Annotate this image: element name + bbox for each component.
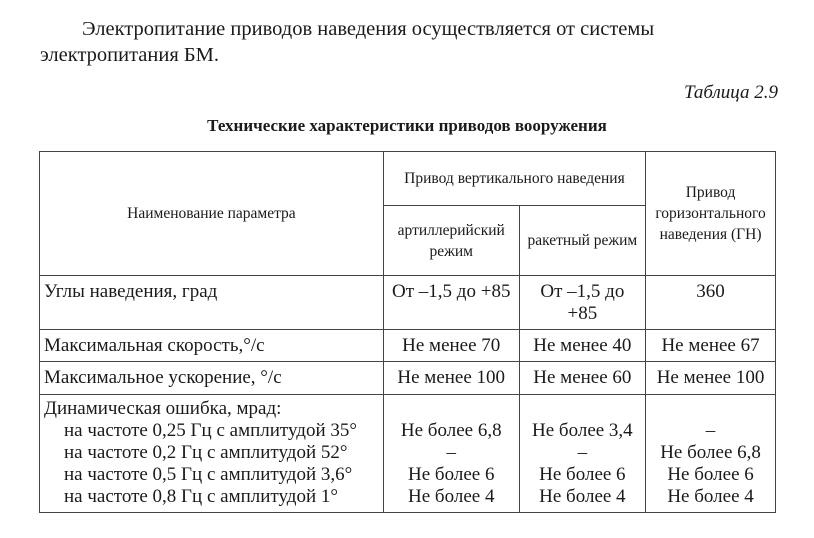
row-horizontal: Не менее 67 xyxy=(646,330,776,362)
value-cell: Не более 4 xyxy=(539,486,626,507)
row-param: Максимальная скорость,°/с xyxy=(40,330,384,362)
value-cell: Не более 6 xyxy=(667,464,754,485)
row-artillery: Не менее 100 xyxy=(383,362,519,395)
value-cell: Не более 4 xyxy=(667,486,754,507)
row-rocket: От –1,5 до +85 xyxy=(519,276,645,330)
table-number: Таблица 2.9 xyxy=(684,82,778,103)
header-vertical: Привод вертикального наведения xyxy=(383,152,645,206)
row-horizontal: Не менее 100 xyxy=(646,362,776,395)
row-param: Углы наведения, град xyxy=(40,276,384,330)
value-cell: Не более 6 xyxy=(539,464,626,485)
value-cell: Не более 3,4 xyxy=(532,420,633,441)
row-artillery: Не менее 70 xyxy=(383,330,519,362)
freq-line: на частоте 0,8 Гц с амплитудой 1° xyxy=(64,486,338,507)
table-row xyxy=(40,362,776,395)
dynamic-error-horizontal xyxy=(646,395,776,513)
row-horizontal: 360 xyxy=(646,276,776,330)
value-cell: – xyxy=(577,442,588,463)
header-horizontal: Привод горизонтального наведения (ГН) xyxy=(646,152,776,276)
freq-line: на частоте 0,5 Гц с амплитудой 3,6° xyxy=(64,464,353,485)
value-cell: Не более 4 xyxy=(408,486,495,507)
row-rocket: Не менее 60 xyxy=(519,362,645,395)
row-param: Максимальное ускорение, °/с xyxy=(40,362,384,395)
value-cell: Не более 6 xyxy=(408,464,495,485)
value-cell: Не более 6,8 xyxy=(660,442,761,463)
table-row xyxy=(40,330,776,362)
freq-line: на частоте 0,2 Гц с амплитудой 52° xyxy=(64,442,348,463)
dynamic-error-artillery xyxy=(383,395,519,513)
dynamic-error-row xyxy=(40,395,776,513)
header-rocket: ракетный режим xyxy=(519,206,645,276)
dynamic-error-rocket xyxy=(519,395,645,513)
row-rocket: Не менее 40 xyxy=(519,330,645,362)
dynamic-error-title: Динамическая ошибка, мрад: xyxy=(44,398,282,419)
intro-paragraph: Электропитание приводов наведения осуществляется от системы электропитания БМ. xyxy=(40,18,655,66)
freq-line: на частоте 0,25 Гц с амплитудой 35° xyxy=(64,420,357,441)
header-artillery: артиллерийский режим xyxy=(383,206,519,276)
row-artillery: От –1,5 до +85 xyxy=(383,276,519,330)
table-title: Технические характеристики приводов вооружения xyxy=(207,116,607,135)
value-cell: Не более 6,8 xyxy=(400,420,502,441)
dynamic-error-params xyxy=(40,395,384,513)
value-cell: – xyxy=(705,420,716,441)
table-row xyxy=(40,276,776,330)
value-cell: – xyxy=(446,442,456,463)
header-param: Наименование параметра xyxy=(40,152,384,276)
specs-table xyxy=(39,151,776,513)
